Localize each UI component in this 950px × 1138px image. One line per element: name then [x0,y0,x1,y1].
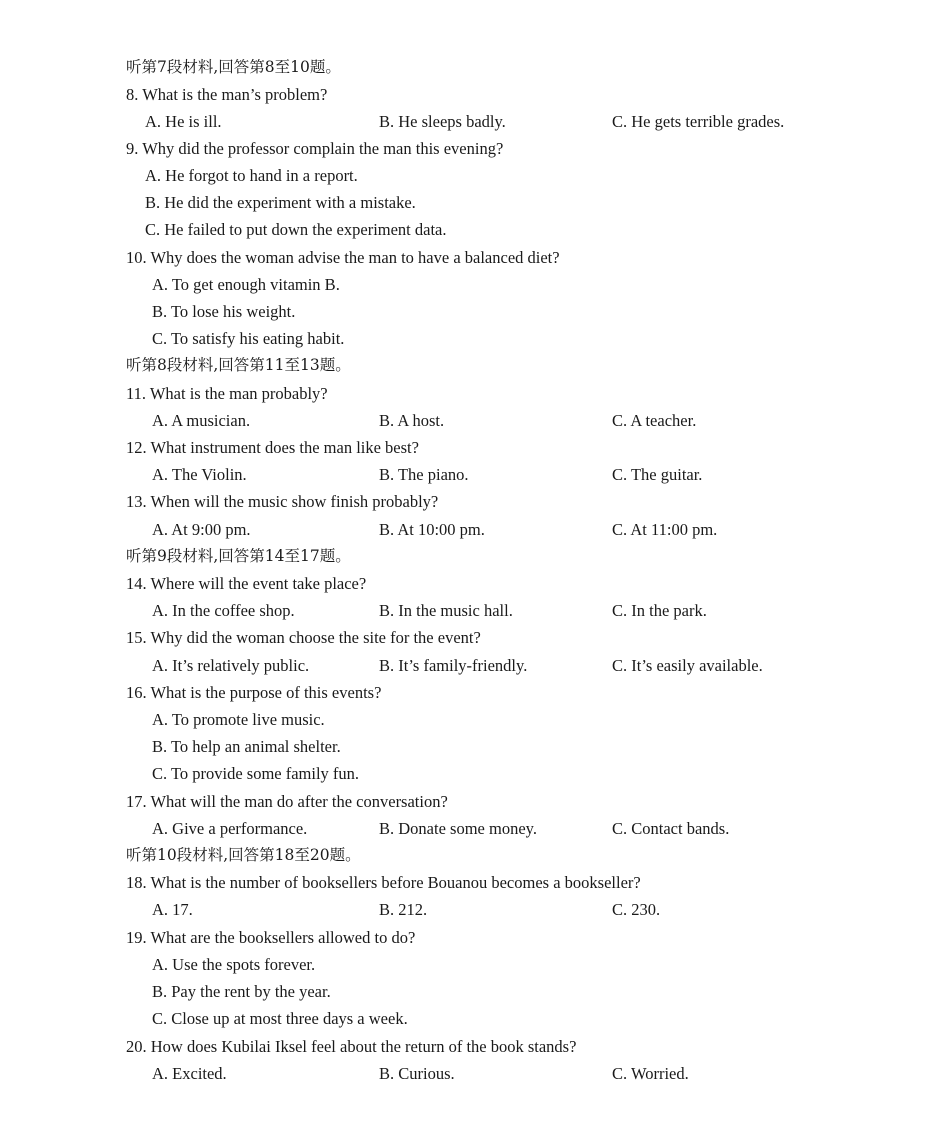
question-14-stem: 14. Where will the event take place? [126,574,367,593]
question-20-option-a: A. Excited. [152,1064,227,1083]
question-9-option-a: A. He forgot to hand in a report. [145,166,358,185]
question-9-stem: 9. Why did the professor complain the man this evening? [126,139,504,158]
question-16-option-c: C. To provide some family fun. [152,764,360,783]
question-16-option-b: B. To help an animal shelter. [152,737,341,756]
question-18-option-c: C. 230. [612,900,661,919]
question-13-stem: 13. When will the music show finish probably? [126,492,439,511]
question-19-option-a: A. Use the spots forever. [152,955,316,974]
section-heading-8: 听第8段材料,回答第11至13题。 [126,356,351,374]
question-12-option-b: B. The piano. [379,465,469,484]
question-18-option-a: A. 17. [152,900,193,919]
question-16-stem: 16. What is the purpose of this events? [126,683,382,702]
question-17-option-c: C. Contact bands. [612,819,730,838]
section-heading-7: 听第7段材料,回答第8至10题。 [126,58,341,76]
question-9-option-b: B. He did the experiment with a mistake. [145,193,416,212]
question-8-option-c: C. He gets terrible grades. [612,112,785,131]
question-13-option-b: B. At 10:00 pm. [379,520,485,539]
question-12-stem: 12. What instrument does the man like best? [126,438,419,457]
question-18-option-b: B. 212. [379,900,428,919]
question-15-stem: 15. Why did the woman choose the site for the event? [126,628,481,647]
question-8-stem: 8. What is the man’s problem? [126,85,328,104]
question-15-option-b: B. It’s family-friendly. [379,656,528,675]
question-16-option-a: A. To promote live music. [152,710,325,729]
question-11-option-c: C. A teacher. [612,411,697,430]
question-18-stem: 18. What is the number of booksellers before Bouanou becomes a bookseller? [126,873,641,892]
question-20-option-c: C. Worried. [612,1064,689,1083]
question-14-option-a: A. In the coffee shop. [152,601,295,620]
question-10-option-a: A. To get enough vitamin B. [152,275,340,294]
question-13-option-a: A. At 9:00 pm. [152,520,251,539]
question-10-option-c: C. To satisfy his eating habit. [152,329,345,348]
question-17-option-a: A. Give a performance. [152,819,308,838]
question-14-option-c: C. In the park. [612,601,707,620]
question-9-option-c: C. He failed to put down the experiment data. [145,220,447,239]
question-19-stem: 19. What are the booksellers allowed to do? [126,928,416,947]
question-12-option-c: C. The guitar. [612,465,703,484]
question-20-option-b: B. Curious. [379,1064,455,1083]
section-heading-10: 听第10段材料,回答第18至20题。 [126,846,361,864]
question-8-option-b: B. He sleeps badly. [379,112,506,131]
question-19-option-b: B. Pay the rent by the year. [152,982,331,1001]
section-heading-9: 听第9段材料,回答第14至17题。 [126,547,351,565]
question-20-stem: 20. How does Kubilai Iksel feel about the return of the book stands? [126,1037,577,1056]
question-12-option-a: A. The Violin. [152,465,247,484]
question-17-option-b: B. Donate some money. [379,819,537,838]
question-13-option-c: C. At 11:00 pm. [612,520,718,539]
question-10-option-b: B. To lose his weight. [152,302,296,321]
question-15-option-a: A. It’s relatively public. [152,656,310,675]
question-14-option-b: B. In the music hall. [379,601,513,620]
question-10-stem: 10. Why does the woman advise the man to have a balanced diet? [126,248,560,267]
question-11-stem: 11. What is the man probably? [126,384,328,403]
question-11-option-b: B. A host. [379,411,445,430]
question-17-stem: 17. What will the man do after the conversation? [126,792,448,811]
question-8-option-a: A. He is ill. [145,112,222,131]
question-19-option-c: C. Close up at most three days a week. [152,1009,408,1028]
question-15-option-c: C. It’s easily available. [612,656,763,675]
question-11-option-a: A. A musician. [152,411,251,430]
